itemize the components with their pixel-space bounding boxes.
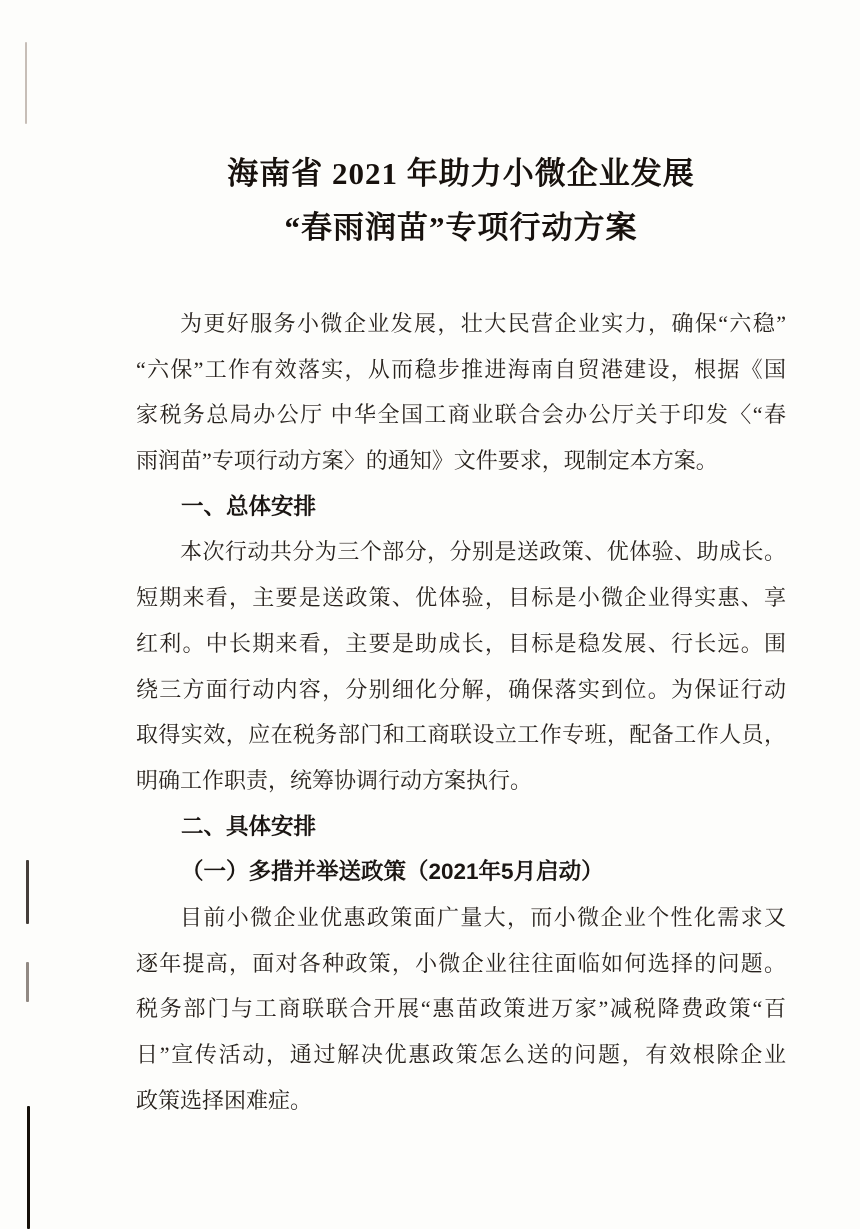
paragraph-line: 取得实效，应在税务部门和工商联设立工作专班，配备工作人员， xyxy=(136,722,786,748)
paragraph-line: 短期来看，主要是送政策、优体验，目标是小微企业得实惠、享 xyxy=(136,585,786,611)
document-title xyxy=(136,147,786,255)
paragraph-line: 目前小微企业优惠政策面广量大，而小微企业个性化需求又 xyxy=(180,904,786,930)
paragraph-line: 政策选择困难症。 xyxy=(136,1087,313,1113)
paragraph-line: 绕三方面行动内容，分别细化分解，确保落实到位。为保证行动 xyxy=(136,676,786,702)
paragraph-line: 明确工作职责，统筹协调行动方案执行。 xyxy=(136,767,533,793)
paragraph-line: 为更好服务小微企业发展，壮大民营企业实力，确保“六稳” xyxy=(180,311,786,336)
scan-artifact-left-2 xyxy=(26,962,29,1002)
scan-artifact-left-1 xyxy=(26,860,29,924)
section-2-heading: 二、具体安排 xyxy=(181,813,317,839)
paragraph-line: “六保”工作有效落实，从而稳步推进海南自贸港建设，根据《国 xyxy=(136,356,786,382)
scan-artifact-bottom-left xyxy=(27,1106,30,1229)
document-body xyxy=(136,301,786,1123)
paragraph-line: 红利。中长期来看，主要是助成长，目标是稳发展、行长远。围 xyxy=(136,630,786,656)
scan-artifact-top-left xyxy=(25,42,27,124)
paragraph-line: 雨润苗”专项行动方案〉的通知》文件要求，现制定本方案。 xyxy=(136,448,718,474)
document-title-line-1: 海南省 2021 年助力小微企业发展 xyxy=(227,156,695,191)
paragraph-line: 税务部门与工商联联合开展“惠苗政策进万家”减税降费政策“百 xyxy=(136,996,786,1022)
document-title-line-2: “春雨润苗”专项行动方案 xyxy=(284,210,638,245)
paragraph-line: 逐年提高，面对各种政策，小微企业往往面临如何选择的问题。 xyxy=(136,950,786,976)
section-2-sub-heading: （一）多措并举送政策（2021年5月启动） xyxy=(181,859,604,885)
section-1-heading: 一、总体安排 xyxy=(181,493,317,519)
paragraph-line: 日”宣传活动，通过解决优惠政策怎么送的问题，有效根除企业 xyxy=(136,1042,786,1067)
paragraph-line: 家税务总局办公厅 中华全国工商业联合会办公厅关于印发〈“春 xyxy=(136,402,786,428)
paragraph-line: 本次行动共分为三个部分，分别是送政策、优体验、助成长。 xyxy=(180,539,786,565)
